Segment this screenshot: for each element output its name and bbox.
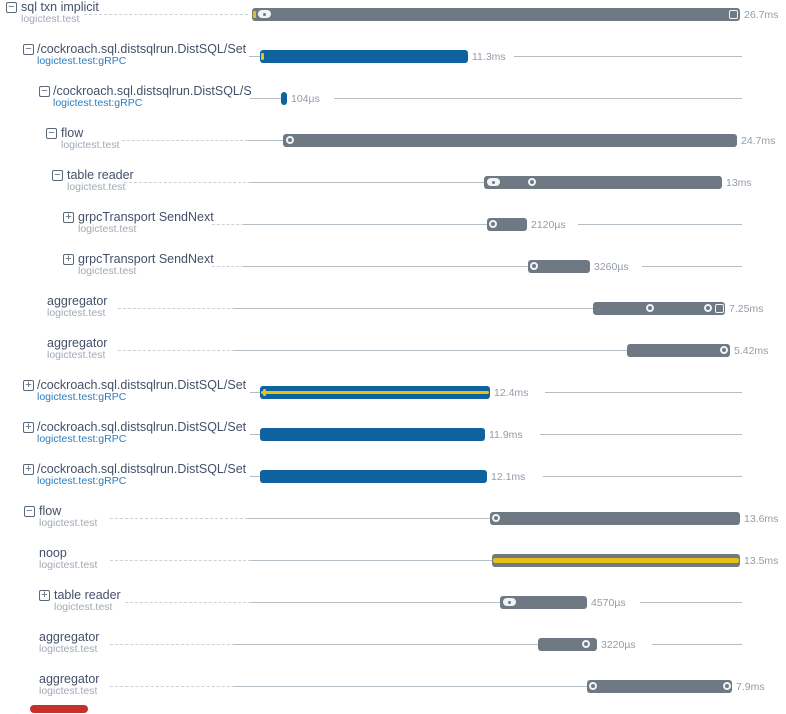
span-title: aggregator — [39, 672, 100, 686]
trace-row — [0, 420, 786, 462]
parent-extent-line — [251, 560, 492, 561]
span-bar[interactable] — [283, 134, 737, 147]
span-process-link[interactable]: logictest.test:gRPC — [37, 475, 127, 487]
expand-icon[interactable]: + — [39, 590, 50, 601]
span-bar[interactable] — [484, 176, 722, 189]
parent-extent-line — [248, 518, 490, 519]
span-title: flow — [61, 126, 84, 140]
parent-extent-line — [640, 602, 742, 603]
span-process-label: logictest.test — [61, 139, 120, 151]
trace-row — [0, 378, 786, 420]
parent-extent-line — [235, 644, 538, 645]
child-span-marker-icon — [704, 304, 712, 312]
span-title: /cockroach.sql.distsqlrun.DistSQL/Set — [37, 42, 247, 56]
parent-extent-line — [235, 350, 627, 351]
leader-dashed-line — [110, 518, 248, 519]
child-span-marker-icon — [492, 514, 500, 522]
span-process-label: logictest.test — [47, 307, 106, 319]
leader-dashed-line — [110, 644, 235, 645]
expand-icon[interactable]: + — [23, 464, 34, 475]
trace-row — [0, 504, 786, 546]
span-bar[interactable] — [260, 428, 485, 441]
parent-extent-line — [251, 182, 484, 183]
span-process-label: logictest.test — [39, 643, 98, 655]
span-bar[interactable] — [260, 386, 490, 399]
span-title: noop — [39, 546, 67, 560]
collapse-icon[interactable]: − — [46, 128, 57, 139]
span-bar[interactable] — [252, 8, 740, 21]
span-process-label: logictest.test — [39, 685, 98, 697]
collapse-icon[interactable]: − — [6, 2, 17, 13]
span-process-link[interactable]: logictest.test:gRPC — [37, 433, 127, 445]
span-duration-label: 13.6ms — [744, 513, 779, 525]
span-duration-label: 104µs — [291, 93, 320, 105]
span-bar[interactable] — [260, 50, 468, 63]
child-span-marker-icon — [286, 136, 294, 144]
child-span-marker-icon — [503, 598, 516, 606]
parent-extent-line — [249, 56, 260, 57]
span-title: aggregator — [39, 630, 100, 644]
span-title: /cockroach.sql.distsqlrun.DistSQL/Set — [37, 378, 247, 392]
leader-dashed-line — [84, 14, 248, 15]
span-process-label: logictest.test — [78, 223, 137, 235]
marker-dot — [508, 601, 511, 604]
span-process-link[interactable]: logictest.test:gRPC — [53, 97, 143, 109]
span-process-label: logictest.test — [39, 559, 98, 571]
span-duration-label: 11.9ms — [489, 429, 523, 441]
child-span-marker-icon — [489, 220, 497, 228]
span-bar[interactable] — [260, 470, 487, 483]
span-title: /cockroach.sql.distsqlrun.DistSQL/S — [53, 84, 252, 98]
parent-extent-line — [540, 434, 742, 435]
span-duration-label: 24.7ms — [741, 135, 776, 147]
parent-extent-line — [578, 224, 742, 225]
span-duration-label: 7.25ms — [729, 303, 764, 315]
trace-row — [0, 210, 786, 252]
span-title: flow — [39, 504, 62, 518]
event-tick-icon — [261, 53, 264, 60]
parent-extent-line — [235, 308, 593, 309]
error-indicator — [30, 705, 88, 713]
child-span-marker-icon — [582, 640, 590, 648]
event-tick-icon — [253, 11, 256, 18]
span-duration-label: 13ms — [726, 177, 752, 189]
span-title: aggregator — [47, 294, 108, 308]
span-bar[interactable] — [281, 92, 287, 105]
trace-row — [0, 588, 786, 630]
span-duration-label: 3220µs — [601, 639, 636, 651]
child-span-marker-icon — [487, 178, 500, 186]
span-process-label: logictest.test — [78, 265, 137, 277]
span-process-label: logictest.test — [67, 181, 126, 193]
expand-icon[interactable]: + — [23, 422, 34, 433]
parent-extent-line — [235, 686, 587, 687]
span-process-label: logictest.test — [39, 517, 98, 529]
leader-dashed-line — [110, 560, 251, 561]
trace-row — [0, 294, 786, 336]
parent-extent-line — [543, 476, 742, 477]
child-span-marker-icon — [646, 304, 654, 312]
trace-row — [0, 42, 786, 84]
event-tick-icon — [263, 389, 266, 396]
collapse-icon[interactable]: − — [23, 44, 34, 55]
marker-dot — [263, 13, 266, 16]
span-process-link[interactable]: logictest.test:gRPC — [37, 55, 127, 67]
trace-row — [0, 546, 786, 588]
parent-extent-line — [250, 98, 281, 99]
span-title: /cockroach.sql.distsqlrun.DistSQL/Set — [37, 420, 247, 434]
leader-dashed-line — [118, 308, 235, 309]
leader-dashed-line — [122, 140, 248, 141]
span-process-label: logictest.test — [54, 601, 113, 613]
collapse-icon[interactable]: − — [52, 170, 63, 181]
intra-span-event-stripe — [493, 558, 739, 563]
span-title: aggregator — [47, 336, 108, 350]
span-duration-label: 26.7ms — [744, 9, 779, 21]
span-duration-label: 3260µs — [594, 261, 629, 273]
leader-dashed-line — [212, 266, 244, 267]
collapse-icon[interactable]: − — [39, 86, 50, 97]
parent-extent-line — [248, 140, 283, 141]
parent-extent-line — [250, 434, 260, 435]
parent-extent-line — [652, 644, 742, 645]
span-duration-label: 11.3ms — [472, 51, 506, 63]
span-title: sql txn implicit — [21, 0, 99, 14]
collapse-icon[interactable]: − — [24, 506, 35, 517]
span-title: grpcTransport SendNext — [78, 210, 214, 224]
span-process-link[interactable]: logictest.test:gRPC — [37, 391, 127, 403]
span-bar[interactable] — [492, 554, 740, 567]
leader-dashed-line — [110, 686, 235, 687]
span-duration-label: 2120µs — [531, 219, 566, 231]
parent-extent-line — [642, 266, 742, 267]
trace-row — [0, 126, 786, 168]
span-title: table reader — [67, 168, 134, 182]
child-span-marker-icon — [720, 346, 728, 354]
parent-extent-line — [334, 98, 742, 99]
span-process-label: logictest.test — [47, 349, 106, 361]
span-duration-label: 7.9ms — [736, 681, 765, 693]
span-title: table reader — [54, 588, 121, 602]
child-span-marker-icon — [589, 682, 597, 690]
parent-extent-line — [545, 392, 742, 393]
span-duration-label: 12.1ms — [491, 471, 526, 483]
trace-row — [0, 630, 786, 672]
parent-extent-line — [250, 476, 260, 477]
trace-row — [0, 672, 786, 714]
span-duration-label: 4570µs — [591, 597, 626, 609]
child-span-marker-icon — [530, 262, 538, 270]
expand-icon[interactable]: + — [63, 212, 74, 223]
span-bar[interactable] — [587, 680, 732, 693]
span-bar[interactable] — [490, 512, 740, 525]
span-title: /cockroach.sql.distsqlrun.DistSQL/Set — [37, 462, 247, 476]
span-duration-label: 5.42ms — [734, 345, 769, 357]
leader-dashed-line — [118, 350, 235, 351]
leader-dashed-line — [125, 602, 251, 603]
child-span-marker-icon — [715, 304, 724, 313]
parent-extent-line — [514, 56, 742, 57]
trace-row — [0, 462, 786, 504]
marker-dot — [492, 181, 495, 184]
intra-span-event-stripe — [261, 391, 489, 394]
span-process-label: logictest.test — [21, 13, 80, 25]
parent-extent-line — [244, 224, 487, 225]
child-span-marker-icon — [528, 178, 536, 186]
child-span-marker-icon — [723, 682, 731, 690]
child-span-marker-icon — [729, 10, 738, 19]
leader-dashed-line — [212, 224, 244, 225]
span-bar[interactable] — [627, 344, 730, 357]
trace-row — [0, 84, 786, 126]
trace-row — [0, 168, 786, 210]
leader-dashed-line — [124, 182, 251, 183]
trace-row — [0, 336, 786, 378]
parent-extent-line — [250, 392, 260, 393]
parent-extent-line — [251, 602, 500, 603]
parent-extent-line — [244, 266, 528, 267]
expand-icon[interactable]: + — [63, 254, 74, 265]
trace-row — [0, 0, 786, 42]
expand-icon[interactable]: + — [23, 380, 34, 391]
child-span-marker-icon — [258, 10, 271, 18]
span-duration-label: 13.5ms — [744, 555, 779, 567]
span-title: grpcTransport SendNext — [78, 252, 214, 266]
span-duration-label: 12.4ms — [494, 387, 529, 399]
trace-row — [0, 252, 786, 294]
